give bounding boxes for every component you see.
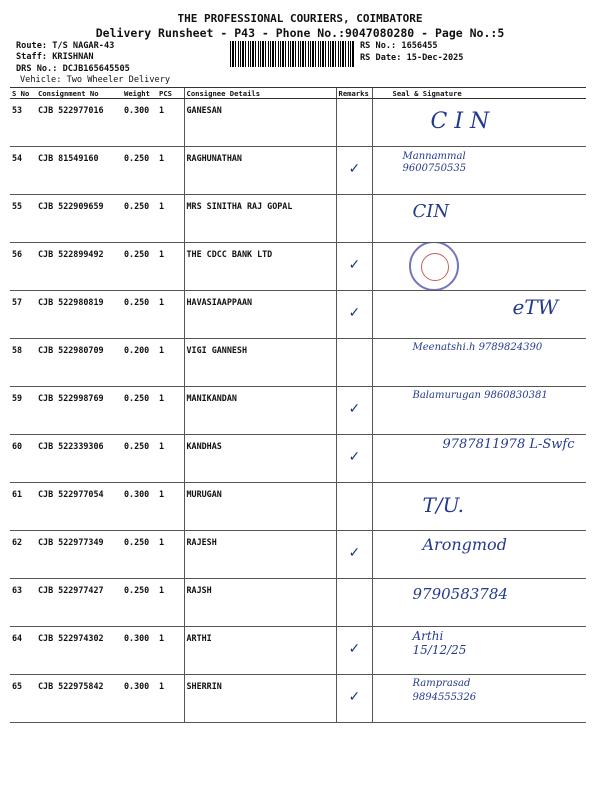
col-consignee: Consignee Details <box>184 88 336 99</box>
consignment-cell: CJB 522974302 <box>36 627 122 675</box>
remarks-cell <box>336 675 372 723</box>
pcs-cell: 1 <box>157 147 184 195</box>
pcs-cell: 1 <box>157 627 184 675</box>
handwritten-signature: Arongmod <box>422 535 507 554</box>
company-title: THE PROFESSIONAL COURIERS, COIMBATORE <box>177 12 423 25</box>
handwritten-signature: Meenatshi.h 9789824390 <box>412 342 543 353</box>
table-row <box>10 675 586 723</box>
col-remarks: Remarks <box>336 88 372 99</box>
consignee-cell: VIGI GANNESH <box>184 339 336 387</box>
barcode <box>230 41 354 67</box>
weight-cell: 0.250 <box>122 531 157 579</box>
remarks-cell <box>336 147 372 195</box>
remarks-cell <box>336 483 372 531</box>
table-header-row <box>10 88 586 99</box>
table-row <box>10 483 586 531</box>
table-row <box>10 387 586 435</box>
handwritten-signature: Balamurugan 9860830381 <box>412 390 548 401</box>
col-consignment: Consignment No <box>36 88 122 99</box>
handwritten-signature: Ramprasad 9894555326 <box>412 678 477 703</box>
table-row <box>10 99 586 147</box>
sno-cell: 54 <box>10 147 36 195</box>
weight-cell: 0.300 <box>122 99 157 147</box>
pcs-cell: 1 <box>157 99 184 147</box>
table-row <box>10 579 586 627</box>
sno-cell: 65 <box>10 675 36 723</box>
consignment-cell: CJB 522977016 <box>36 99 122 147</box>
consignee-cell: MANIKANDAN <box>184 387 336 435</box>
remark-tick: ✓ <box>348 545 361 561</box>
consignment-cell: CJB 522899492 <box>36 243 122 291</box>
signature-cell <box>372 435 586 483</box>
table-row <box>10 339 586 387</box>
sno-cell: 57 <box>10 291 36 339</box>
runsheet-table <box>10 87 586 723</box>
remarks-cell <box>336 387 372 435</box>
remark-tick: ✓ <box>348 401 361 417</box>
table-row <box>10 291 586 339</box>
sno-cell: 58 <box>10 339 36 387</box>
pcs-cell: 1 <box>157 243 184 291</box>
weight-cell: 0.250 <box>122 291 157 339</box>
weight-cell: 0.300 <box>122 483 157 531</box>
weight-cell: 0.250 <box>122 147 157 195</box>
pcs-cell: 1 <box>157 483 184 531</box>
pcs-cell: 1 <box>157 435 184 483</box>
remark-tick: ✓ <box>348 305 361 321</box>
signature-cell <box>372 243 586 291</box>
remark-tick: ✓ <box>348 689 361 705</box>
weight-cell: 0.300 <box>122 675 157 723</box>
route-label: Route: T/S NAGAR-43 <box>16 41 115 51</box>
remark-tick: ✓ <box>348 161 361 177</box>
sno-cell: 53 <box>10 99 36 147</box>
remark-tick: ✓ <box>348 449 361 465</box>
handwritten-signature: CIN <box>412 201 450 222</box>
consignee-cell: MRS SINITHA RAJ GOPAL <box>184 195 336 243</box>
consignment-cell: CJB 522977427 <box>36 579 122 627</box>
consignment-cell: CJB 81549160 <box>36 147 122 195</box>
bank-seal-stamp <box>409 243 459 291</box>
rs-number: RS No.: 1656455 <box>360 41 438 51</box>
consignment-cell: CJB 522339306 <box>36 435 122 483</box>
staff-label: Staff: KRISHNAN <box>16 52 94 62</box>
sno-cell: 59 <box>10 387 36 435</box>
pcs-cell: 1 <box>157 579 184 627</box>
consignment-cell: CJB 522909659 <box>36 195 122 243</box>
signature-cell <box>372 291 586 339</box>
consignee-cell: RAGHUNATHAN <box>184 147 336 195</box>
weight-cell: 0.250 <box>122 387 157 435</box>
weight-cell: 0.250 <box>122 243 157 291</box>
pcs-cell: 1 <box>157 387 184 435</box>
consignee-cell: THE CDCC BANK LTD <box>184 243 336 291</box>
signature-cell <box>372 339 586 387</box>
signature-cell <box>372 675 586 723</box>
col-weight: Weight <box>122 88 157 99</box>
remarks-cell <box>336 99 372 147</box>
signature-cell <box>372 387 586 435</box>
signature-cell <box>372 99 586 147</box>
consignee-cell: KANDHAS <box>184 435 336 483</box>
col-pcs: PCS <box>157 88 184 99</box>
weight-cell: 0.250 <box>122 579 157 627</box>
remark-tick: ✓ <box>348 257 361 273</box>
remark-tick: ✓ <box>348 641 361 657</box>
sno-cell: 61 <box>10 483 36 531</box>
consignment-cell: CJB 522977349 <box>36 531 122 579</box>
handwritten-signature: eTW <box>512 295 559 319</box>
consignment-cell: CJB 522975842 <box>36 675 122 723</box>
drs-label: DRS No.: DCJB165645505 <box>16 64 130 74</box>
signature-cell <box>372 483 586 531</box>
sno-cell: 63 <box>10 579 36 627</box>
sno-cell: 64 <box>10 627 36 675</box>
handwritten-signature: T/U. <box>422 493 464 517</box>
remarks-cell <box>336 531 372 579</box>
sno-cell: 60 <box>10 435 36 483</box>
handwritten-signature: Arthi 15/12/25 <box>412 629 467 657</box>
signature-cell <box>372 627 586 675</box>
table-row <box>10 243 586 291</box>
table-row <box>10 195 586 243</box>
vehicle-label: Vehicle: Two Wheeler Delivery <box>20 75 171 85</box>
consignment-cell: CJB 522980819 <box>36 291 122 339</box>
sno-cell: 56 <box>10 243 36 291</box>
pcs-cell: 1 <box>157 291 184 339</box>
consignee-cell: ARTHI <box>184 627 336 675</box>
remarks-cell <box>336 195 372 243</box>
remarks-cell <box>336 627 372 675</box>
table-row <box>10 147 586 195</box>
signature-cell <box>372 579 586 627</box>
pcs-cell: 1 <box>157 531 184 579</box>
consignee-cell: RAJSH <box>184 579 336 627</box>
handwritten-signature: Mannammal 9600750535 <box>402 151 467 174</box>
consignment-cell: CJB 522998769 <box>36 387 122 435</box>
consignee-cell: RAJESH <box>184 531 336 579</box>
consignee-cell: SHERRIN <box>184 675 336 723</box>
weight-cell: 0.200 <box>122 339 157 387</box>
weight-cell: 0.300 <box>122 627 157 675</box>
col-seal: Seal & Signature <box>372 88 586 99</box>
col-sno: S No <box>10 88 36 99</box>
pcs-cell: 1 <box>157 339 184 387</box>
remarks-cell <box>336 339 372 387</box>
handwritten-signature: 9790583784 <box>412 585 508 603</box>
pcs-cell: 1 <box>157 675 184 723</box>
table-row <box>10 531 586 579</box>
consignment-cell: CJB 522980709 <box>36 339 122 387</box>
handwritten-signature: C I N <box>430 109 490 134</box>
remarks-cell <box>336 291 372 339</box>
handwritten-signature: 9787811978 L-Swfc <box>442 437 575 452</box>
signature-cell <box>372 195 586 243</box>
remarks-cell <box>336 243 372 291</box>
rs-date: RS Date: 15-Dec-2025 <box>360 53 464 63</box>
consignee-cell: MURUGAN <box>184 483 336 531</box>
consignee-cell: HAVASIAAPPAAN <box>184 291 336 339</box>
remarks-cell <box>336 579 372 627</box>
signature-cell <box>372 147 586 195</box>
pcs-cell: 1 <box>157 195 184 243</box>
runsheet-title: Delivery Runsheet - P43 - Phone No.:9047080280 - Page No.:5 <box>95 26 505 40</box>
remarks-cell <box>336 435 372 483</box>
consignee-cell: GANESAN <box>184 99 336 147</box>
sno-cell: 55 <box>10 195 36 243</box>
weight-cell: 0.250 <box>122 195 157 243</box>
signature-cell <box>372 531 586 579</box>
table-row <box>10 627 586 675</box>
sno-cell: 62 <box>10 531 36 579</box>
weight-cell: 0.250 <box>122 435 157 483</box>
table-row <box>10 435 586 483</box>
consignment-cell: CJB 522977054 <box>36 483 122 531</box>
